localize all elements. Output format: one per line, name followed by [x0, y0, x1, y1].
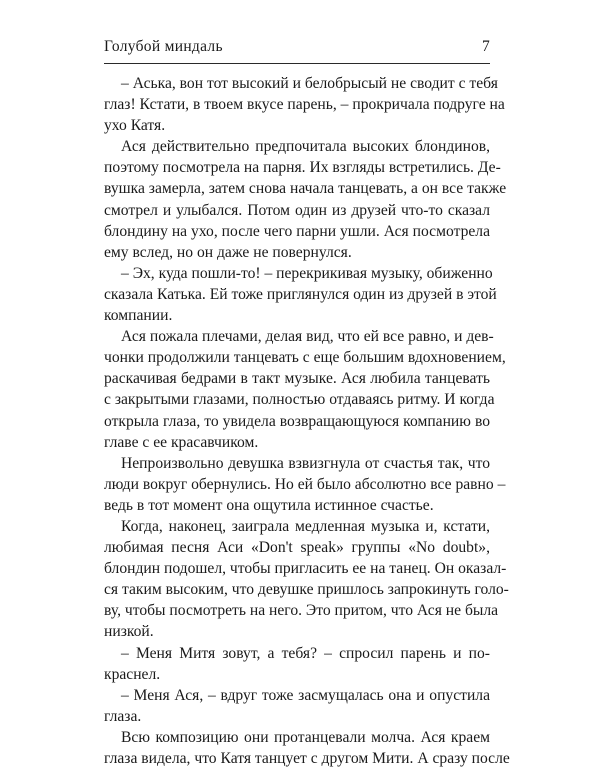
text-line: компании.	[104, 307, 173, 325]
text-line: Ася пожала плечами, делая вид, что ей все равно, и дев-	[121, 328, 494, 346]
body-text	[104, 73, 510, 769]
text-line: – Аська, вон тот высокий и белобрысый не сводит с тебя	[121, 75, 498, 92]
text-line: низкой.	[104, 623, 154, 641]
text-line: с закрытыми глазами, полностью отдаваясь ритму. И когда	[104, 391, 495, 409]
text-line: глаз! Кстати, в твоем вкусе парень, – прокричала подруге на	[104, 96, 505, 114]
text-line: Ася действительно предпочитала высоких блондинов,	[121, 138, 490, 156]
paragraph	[104, 73, 505, 136]
text-line: Непроизвольно девушка взвизгнула от счастья так, что	[121, 454, 490, 472]
text-line: – Эх, куда пошли-то! – перекрикивая музыку, обиженно	[121, 264, 493, 282]
running-head	[104, 38, 490, 60]
text-line: любимая песня Аси «Don't speak» группы «No doubt»,	[104, 539, 490, 557]
text-line: краснел.	[104, 665, 161, 683]
paragraph	[104, 727, 510, 769]
text-line: глаза видела, что Катя танцует с другом Мити. А сразу после	[104, 750, 510, 767]
paragraph	[104, 643, 490, 685]
paragraph	[104, 326, 506, 453]
text-line: блондин подошел, чтобы пригласить ее на танец. Он оказал-	[104, 560, 507, 578]
text-line: поэтому посмотрела на парня. Их взгляды встретились. Де-	[104, 159, 501, 177]
text-line: блондину на ухо, после чего парни ушли. Ася посмотрела	[104, 222, 490, 240]
text-line: – Меня Ася, – вдруг тоже засмущалась она и опустила	[121, 686, 490, 704]
text-line: чонки продолжили танцевать с еще большим вдохновением,	[104, 349, 506, 367]
text-line: раскачивая бедрами в такт музыке. Ася любила танцевать	[104, 370, 490, 388]
paragraph	[104, 263, 497, 326]
page-number: 7	[481, 38, 490, 55]
book-title: Голубой миндаль	[104, 38, 223, 55]
text-line: главе с ее красавчиком.	[104, 433, 259, 451]
text-line: Всю композицию они протанцевали молча. Ася краем	[121, 728, 490, 746]
text-line: ухо Катя.	[104, 117, 166, 135]
text-line: сказала Катька. Ей тоже приглянулся один из друзей в этой	[104, 285, 497, 303]
book-page	[104, 0, 510, 767]
text-line: ву, чтобы посмотреть на него. Это притом, что Ася не была	[104, 602, 499, 620]
paragraph	[104, 685, 490, 727]
text-line: ведь в тот момент она ощутила истинное счастье.	[104, 496, 434, 514]
paragraph	[104, 516, 509, 643]
header-rule	[104, 63, 490, 64]
text-line: смотрел и улыбался. Потом один из друзей что-то сказал	[104, 201, 490, 219]
text-line: вушка замерла, затем снова начала танцевать, а он все также	[104, 180, 507, 198]
text-line: люди вокруг обернулись. Но ей было абсолютно все равно –	[104, 475, 506, 493]
text-line: – Меня Митя зовут, а тебя? – спросил парень и по-	[121, 644, 490, 662]
paragraph	[104, 453, 506, 516]
text-line: ся таким высоким, что девушке пришлось запрокинуть голо-	[104, 581, 509, 599]
text-line: глаза.	[104, 707, 142, 725]
text-line: открыла глаза, то увидела возвращающуюся компанию во	[104, 412, 490, 430]
text-line: Когда, наконец, заиграла медленная музыка и, кстати,	[121, 517, 490, 535]
text-line: ему вслед, но он даже не повернулся.	[104, 243, 352, 261]
paragraph	[104, 136, 507, 263]
